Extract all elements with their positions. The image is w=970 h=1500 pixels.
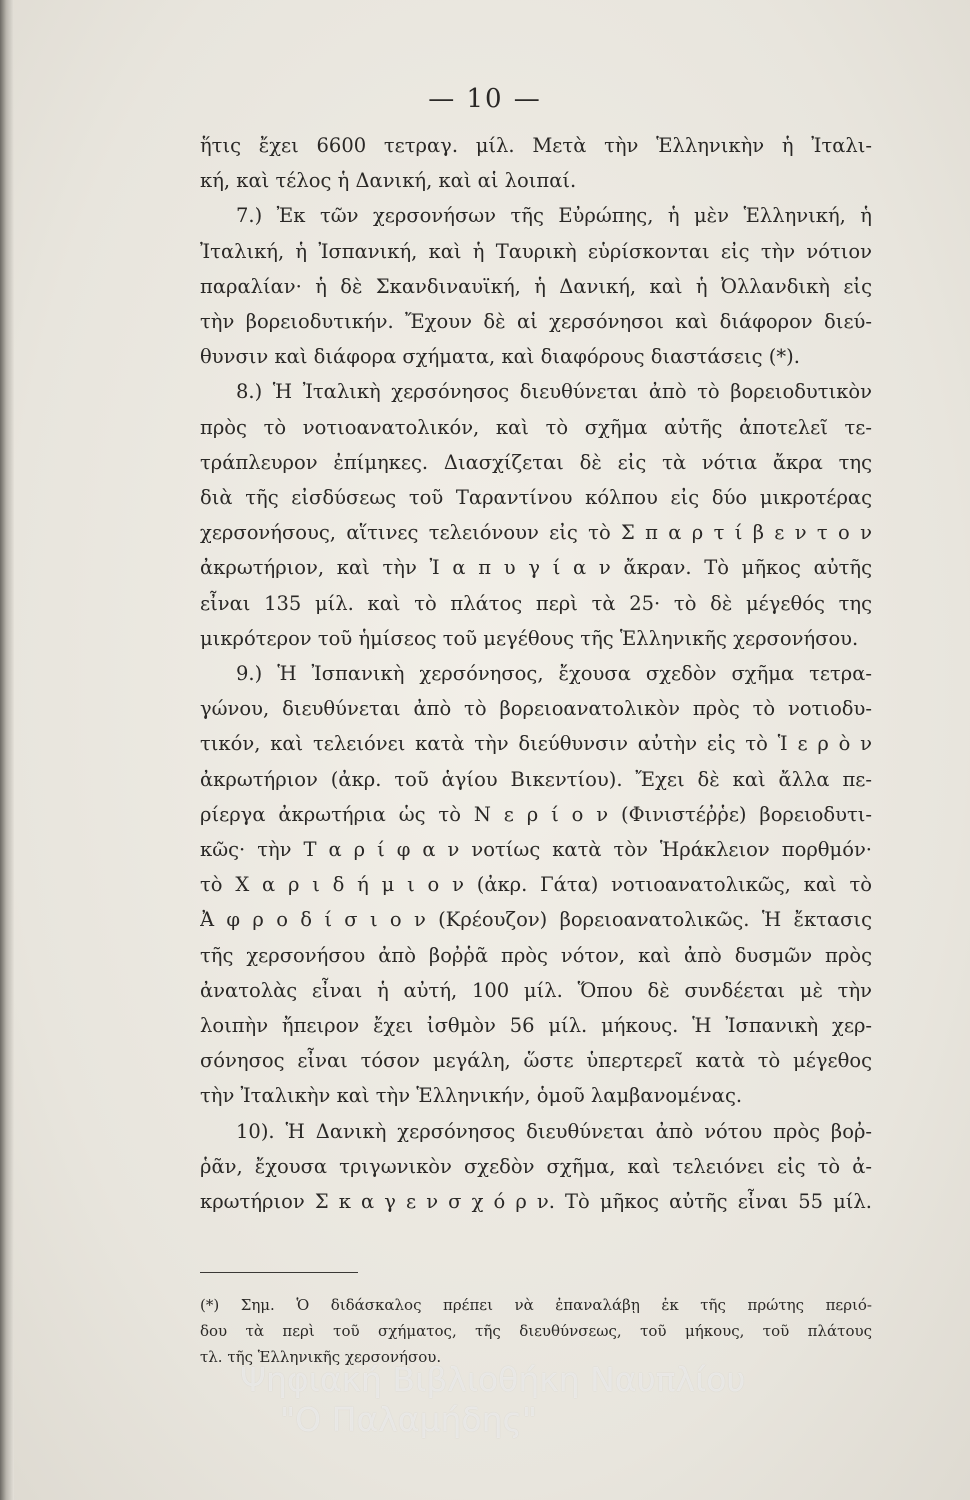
text-line: σόνησος εἶναι τόσον μεγάλη, ὥστε ὑπερτερεῖ κατὰ τὸ μέγεθος <box>200 1049 872 1073</box>
text-line: 8.) Ἡ Ἰταλικὴ χερσόνησος διευθύνεται ἀπὸ τὸ βορειοδυτικὸν <box>236 380 872 404</box>
text-line: παραλίαν· ἡ δὲ Σκανδιναυϊκή, ἡ Δανική, καὶ ἡ Ὀλλανδικὴ εἰς <box>200 274 872 298</box>
text-line: Ἀ φ ρ ο δ ί σ ι ο ν (Κρέουζον) βορειοανατολικῶς. Ἡ ἔκτασις <box>200 908 872 932</box>
body-text <box>200 128 872 1219</box>
text-line: κῶς· τὴν Τ α ρ ί φ α ν νοτίως κατὰ τὸν Ἡράκλειον πορθμόν· <box>200 838 872 862</box>
text-line: Ἰταλική, ἡ Ἰσπανική, καὶ ἡ Ταυρικὴ εὑρίσκονται εἰς τὴν νότιον <box>200 239 872 263</box>
text-line: πρὸς τὸ νοτιοανατολικόν, καὶ τὸ σχῆμα αὐτῆς ἀποτελεῖ τε- <box>200 415 872 439</box>
footnote-block <box>200 1292 872 1370</box>
text-line: θυνσιν καὶ διάφορα σχήματα, καὶ διαφόρους διαστάσεις (*). <box>200 345 800 369</box>
watermark-line-2: "Ο Παλαμήδης" <box>280 1400 538 1439</box>
page-binding-edge <box>0 0 14 1500</box>
text-line: τικόν, καὶ τελειόνει κατὰ τὴν διεύθυνσιν αὐτὴν εἰς τὸ Ἱ ε ρ ὸ ν <box>200 732 872 756</box>
footnote-divider <box>200 1272 358 1273</box>
text-line: τῆς χερσονήσου ἀπὸ βοῤῥᾶ πρὸς νότον, καὶ ἀπὸ δυσμῶν πρὸς <box>200 943 872 967</box>
text-line: τὴν βορειοδυτικήν. Ἔχουν δὲ αἱ χερσόνησοι καὶ διάφορον διεύ- <box>200 310 872 334</box>
text-line: τράπλευρον ἐπίμηκες. Διασχίζεται δὲ εἰς τὰ νότια ἄκρα της <box>200 450 872 474</box>
text-line: ἀκρωτήριον (ἀκρ. τοῦ ἁγίου Βικεντίου). Ἔχει δὲ καὶ ἄλλα πε- <box>200 767 872 791</box>
text-line: 9.) Ἡ Ἰσπανικὴ χερσόνησος, ἔχουσα σχεδὸν σχῆμα τετρα- <box>236 662 872 686</box>
footnote-line: δου τὰ περὶ τοῦ σχήματος, τῆς διευθύνσεως, τοῦ μήκους, τοῦ πλάτους <box>200 1322 872 1340</box>
footnote-line: (*) Σημ. Ὁ διδάσκαλος πρέπει νὰ ἐπαναλάβῃ ἐκ τῆς πρώτης περιό- <box>200 1296 872 1314</box>
text-line: ἥτις ἔχει 6600 τετραγ. μίλ. Μετὰ τὴν Ἑλληνικὴν ἡ Ἰταλι- <box>200 134 872 157</box>
text-line: ῥᾶν, ἔχουσα τριγωνικὸν σχεδὸν σχῆμα, καὶ τελειόνει εἰς τὸ ἀ- <box>200 1154 872 1178</box>
text-line: γώνου, διευθύνεται ἀπὸ τὸ βορειοανατολικὸν πρὸς τὸ νοτιοδυ- <box>200 697 872 721</box>
text-line: κή, καὶ τέλος ἡ Δανική, καὶ αἱ λοιπαί. <box>200 169 577 193</box>
text-line: κρωτήριον Σ κ α γ ε ν σ χ ό ρ ν. Τὸ μῆκος αὐτῆς εἶναι 55 μίλ. <box>200 1190 872 1214</box>
page-number: — 10 — <box>428 84 542 114</box>
footnote-line: τλ. τῆς Ἑλληνικῆς χερσονήσου. <box>200 1348 442 1366</box>
text-line: ἀκρωτήριον, καὶ τὴν Ἰ α π υ γ ί α ν ἄκραν. Τὸ μῆκος αὐτῆς <box>200 556 872 580</box>
library-watermark <box>240 1360 890 1440</box>
watermark-line-1: Ψηφιακή Βιβλιοθήκη Ναυπλίου <box>240 1360 746 1399</box>
text-line: τὸ Χ α ρ ι δ ή μ ι ο ν (ἀκρ. Γάτα) νοτιοανατολικῶς, καὶ τὸ <box>200 873 872 897</box>
text-line: 10). Ἡ Δανικὴ χερσόνησος διευθύνεται ἀπὸ νότου πρὸς βοῤ- <box>236 1119 872 1143</box>
text-line: διὰ τῆς εἰσδύσεως τοῦ Ταραντίνου κόλπου εἰς δύο μικροτέρας <box>200 486 872 510</box>
text-line: χερσονήσους, αἵτινες τελειόνουν εἰς τὸ Σ π α ρ τ ί β ε ν τ ο ν <box>200 521 872 545</box>
text-line: εἶναι 135 μίλ. καὶ τὸ πλάτος περὶ τὰ 25· τὸ δὲ μέγεθός της <box>200 591 872 615</box>
text-line: ἀνατολὰς εἶναι ἡ αὐτή, 100 μίλ. Ὅπου δὲ συνδέεται μὲ τὴν <box>200 978 872 1002</box>
text-line: μικρότερον τοῦ ἡμίσεος τοῦ μεγέθους τῆς Ἑλληνικῆς χερσονήσου. <box>200 626 859 650</box>
text-line: ρίεργα ἀκρωτήρια ὡς τὸ Ν ε ρ ί ο ν (Φινιστέῤῥε) βορειοδυτι- <box>200 802 872 826</box>
text-line: 7.) Ἐκ τῶν χερσονήσων τῆς Εὐρώπης, ἡ μὲν Ἑλληνική, ἡ <box>236 204 872 228</box>
text-line: λοιπὴν ἤπειρον ἔχει ἰσθμὸν 56 μίλ. μήκους. Ἡ Ἰσπανικὴ χερ- <box>200 1014 872 1038</box>
text-line: τὴν Ἰταλικὴν καὶ τὴν Ἑλληνικήν, ὁμοῦ λαμβανομένας. <box>200 1084 743 1108</box>
